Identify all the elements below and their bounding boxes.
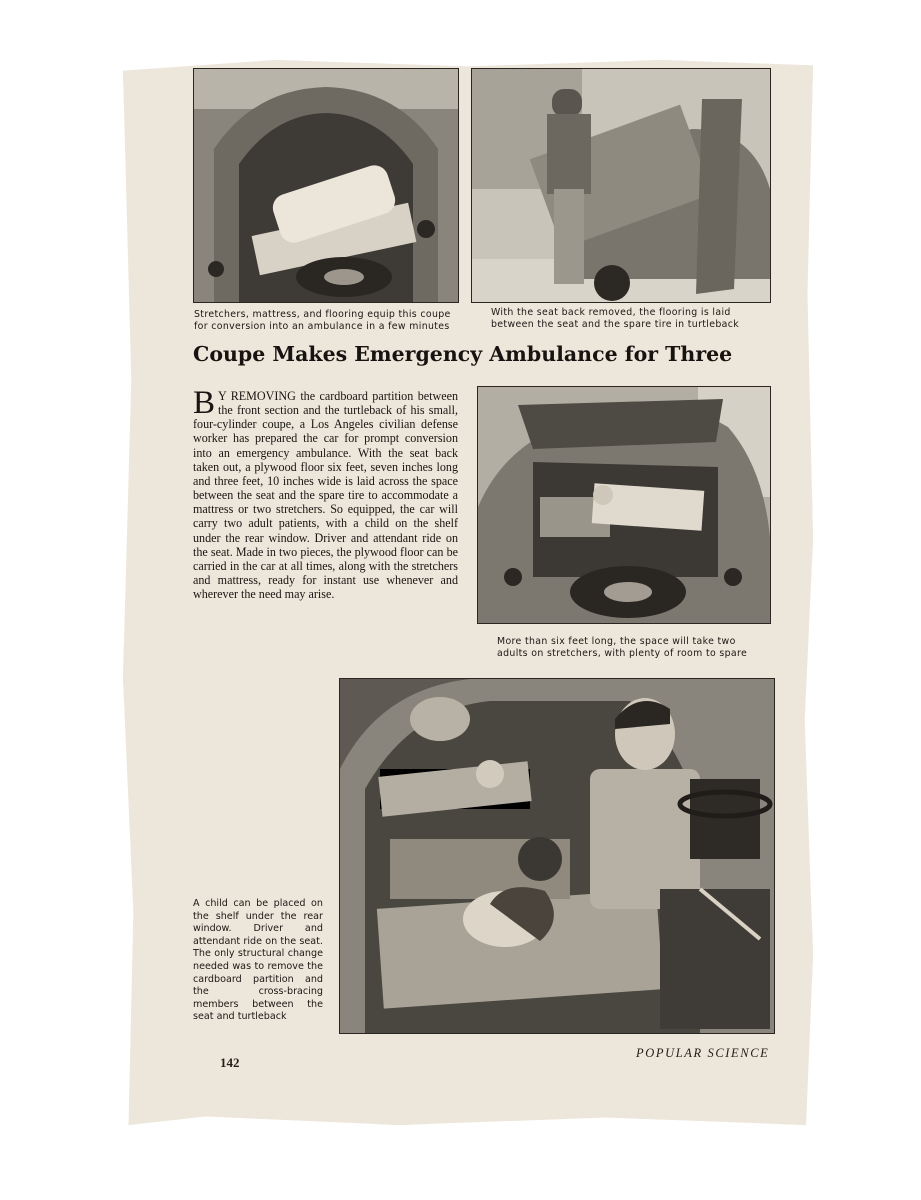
- article-body-text: Y REMOVING the cardboard partition between the front section and the turtleback of his small, four-cylinder coupe, a Los Angeles civilian defense worker has prepared the car for prompt conversion into an emergency ambulance. With the seat back taken out, a plywood floor six feet, seven inches long and three feet, 10 inches wide is laid across the space between the seat and the spare tire to accommodate a mattress or two stretchers. So equipped, the car will carry two adult patients, with a child on the shelf under the rear window. Driver and attendant ride on the seat. Made in two pieces, the plywood floor can be carried in the car at all times, along with the stretchers and mattress, ready for instant use whenever and wherever the need may arise.: [193, 389, 458, 602]
- page-number: 142: [220, 1055, 240, 1070]
- caption-line: for conversion into an ambulance in a few minutes: [194, 321, 450, 332]
- caption-line: Stretchers, mattress, and flooring equip this coupe: [194, 309, 451, 320]
- photo-caption: [497, 636, 782, 660]
- magazine-title: POPULAR SCIENCE: [636, 1046, 770, 1060]
- photo-flooring-laid: [471, 68, 771, 303]
- caption-line: With the seat back removed, the flooring is laid: [491, 307, 731, 318]
- photo-caption: [491, 307, 776, 331]
- caption-line: adults on stretchers, with plenty of room to spare: [497, 648, 748, 659]
- photo-caption: [194, 309, 464, 333]
- interior-caption: A child can be placed on the shelf under the rear window. Driver and attendant ride on the seat. The only structural change needed was to remove the cardboard partition and the cross-bracing members between the seat and turtleback: [193, 898, 323, 1023]
- caption-line: More than six feet long, the space will take two: [497, 636, 736, 647]
- photo-trunk-stretchers: [193, 68, 459, 303]
- article-headline: Coupe Makes Emergency Ambulance for Three: [193, 342, 733, 366]
- drop-cap: B: [193, 385, 216, 421]
- article-body: [193, 385, 458, 602]
- caption-line: between the seat and the spare tire in turtleback: [491, 319, 740, 330]
- photo-interior-driver: [339, 678, 775, 1034]
- photo-adults-on-stretchers: [477, 386, 771, 624]
